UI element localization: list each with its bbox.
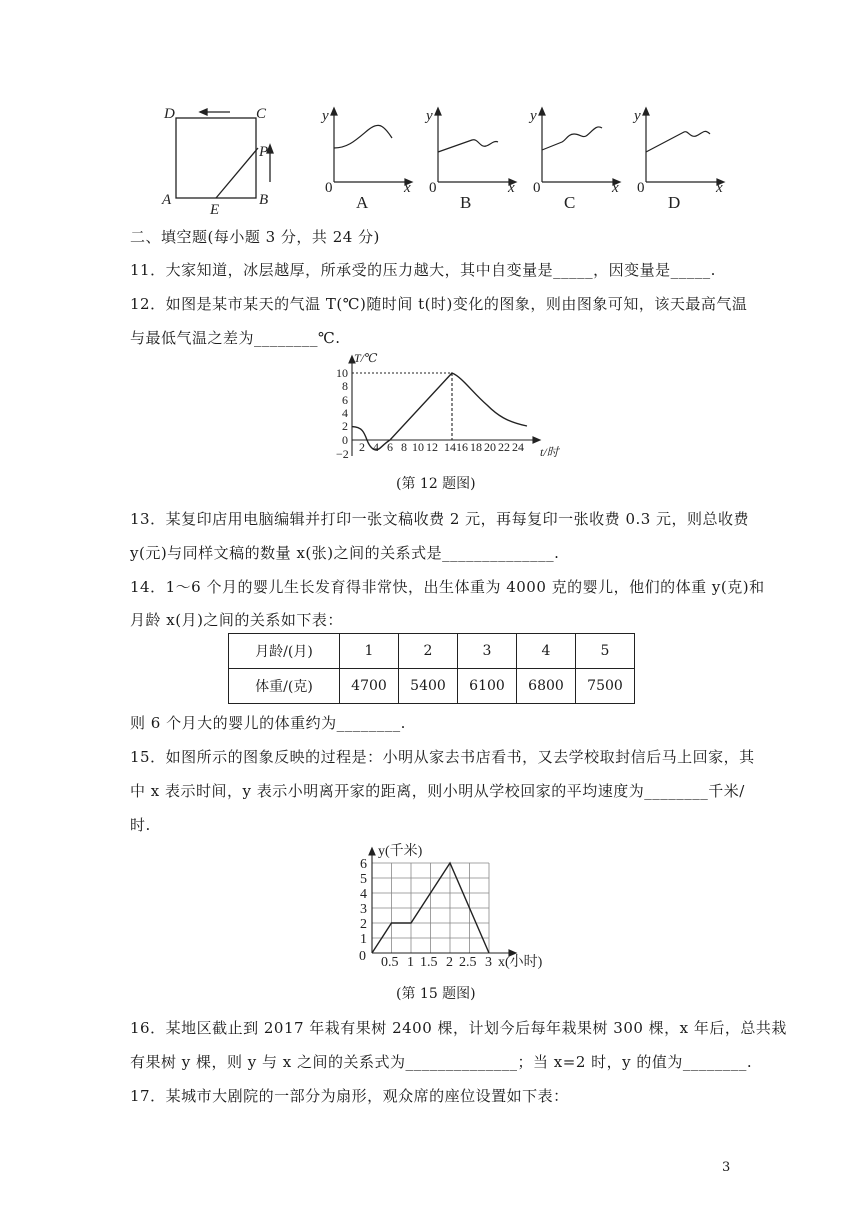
x-axis-label: t/时 bbox=[540, 445, 559, 459]
graphA-x: x bbox=[404, 180, 411, 196]
question-12-line1: 12．如图是某市某天的气温 T(℃)随时间 t(时)变化的图象，则由图象可知，该天最高气温 bbox=[130, 295, 748, 313]
question-16-line2: 有果树 y 棵，则 y 与 x 之间的关系式为______________；当 x=2 时，y 的值为________. bbox=[130, 1053, 753, 1071]
x-tick-2.5: 2.5 bbox=[459, 955, 477, 970]
graphB-origin: 0 bbox=[429, 180, 437, 196]
chart-15-caption: (第 15 题图) bbox=[396, 986, 476, 1002]
question-15-line3: 时. bbox=[130, 816, 151, 834]
x-tick-16: 16 bbox=[456, 440, 468, 454]
graphA-origin: 0 bbox=[325, 180, 333, 196]
y-tick-5: 5 bbox=[360, 872, 367, 887]
table-14 bbox=[228, 633, 635, 704]
arrow-left-head bbox=[200, 109, 207, 115]
option-graph-B bbox=[435, 108, 516, 185]
x-tick-10: 10 bbox=[412, 440, 424, 454]
table-cell: 4700 bbox=[340, 669, 399, 704]
graphC-x: x bbox=[612, 180, 619, 196]
x-tick-14: 14 bbox=[444, 440, 456, 454]
x-tick-8: 8 bbox=[401, 440, 407, 454]
graphD-y: y bbox=[634, 108, 641, 124]
label-D: D bbox=[164, 106, 175, 122]
table-cell: 2 bbox=[399, 634, 458, 669]
y-tick-8: 8 bbox=[342, 379, 348, 393]
question-12-line2: 与最低气温之差为________℃. bbox=[130, 329, 341, 347]
y-tick-neg2: −2 bbox=[336, 447, 349, 461]
y-tick-3: 3 bbox=[360, 902, 367, 917]
question-14-line1: 14．1～6 个月的婴儿生长发育得非常快，出生体重为 4000 克的婴儿，他们的体重 y(克)和 bbox=[130, 578, 765, 596]
label-P: P bbox=[259, 144, 269, 160]
graphB-x: x bbox=[508, 180, 515, 196]
y-axis-label: y(千米) bbox=[378, 844, 423, 859]
question-17: 17．某城市大剧院的一部分为扇形，观众席的座位设置如下表： bbox=[130, 1087, 569, 1105]
option-label-D: D bbox=[668, 193, 681, 212]
x-tick-4: 4 bbox=[373, 440, 379, 454]
graphB-y: y bbox=[426, 108, 433, 124]
x-tick-2: 2 bbox=[359, 440, 365, 454]
question-11: 11．大家知道，冰层越厚，所承受的压力越大，其中自变量是_____，因变量是_____. bbox=[130, 261, 716, 279]
table-cell: 6100 bbox=[458, 669, 517, 704]
y-tick-4: 4 bbox=[342, 406, 348, 420]
option-label-C: C bbox=[564, 193, 576, 212]
y-tick-2: 2 bbox=[342, 419, 348, 433]
label-C: C bbox=[256, 106, 267, 122]
x-tick-2: 2 bbox=[446, 955, 453, 970]
x-tick-20: 20 bbox=[484, 440, 496, 454]
graphA-y: y bbox=[322, 108, 329, 124]
table-cell: 5 bbox=[576, 634, 635, 669]
table-cell: 7500 bbox=[576, 669, 635, 704]
x-tick-18: 18 bbox=[470, 440, 482, 454]
chart-15 bbox=[352, 842, 562, 972]
graphD-origin: 0 bbox=[637, 180, 645, 196]
x-axis-label: x(小时) bbox=[498, 955, 543, 970]
option-graph-C bbox=[539, 108, 620, 185]
x-tick-1: 1 bbox=[407, 955, 414, 970]
section-title: 二、填空题(每小题 3 分，共 24 分) bbox=[130, 228, 380, 246]
chart-12-caption: (第 12 题图) bbox=[396, 476, 476, 492]
x-tick-22: 22 bbox=[498, 440, 510, 454]
x-tick-3: 3 bbox=[485, 955, 492, 970]
label-E: E bbox=[210, 202, 220, 215]
table-cell: 4 bbox=[517, 634, 576, 669]
x-tick-12: 12 bbox=[426, 440, 438, 454]
table-cell: 6800 bbox=[517, 669, 576, 704]
y-tick-2: 2 bbox=[360, 917, 367, 932]
x-tick-0.5: 0.5 bbox=[381, 955, 399, 970]
y-tick-4: 4 bbox=[360, 887, 367, 902]
question-14-line2: 月龄 x(月)之间的关系如下表： bbox=[130, 611, 343, 629]
question-15-line1: 15．如图所示的图象反映的过程是：小明从家去书店看书，又去学校取封信后马上回家，其 bbox=[130, 748, 755, 766]
question-16-line1: 16．某地区截止到 2017 年栽有果树 2400 棵，计划今后每年栽果树 300 棵，x 年后，总共栽 bbox=[130, 1019, 787, 1037]
table-cell: 月龄/(月) bbox=[229, 634, 340, 669]
graphD-x: x bbox=[716, 180, 723, 196]
table-cell: 3 bbox=[458, 634, 517, 669]
y-tick-6: 6 bbox=[360, 857, 367, 872]
table-cell: 5400 bbox=[399, 669, 458, 704]
graphC-origin: 0 bbox=[533, 180, 541, 196]
origin: 0 bbox=[342, 433, 348, 447]
top-figure bbox=[160, 100, 760, 215]
x-tick-1.5: 1.5 bbox=[420, 955, 438, 970]
page-number: 3 bbox=[722, 1160, 731, 1175]
origin: 0 bbox=[359, 949, 366, 964]
temperature-curve bbox=[352, 373, 527, 450]
table-row bbox=[229, 634, 635, 669]
y-tick-6: 6 bbox=[342, 393, 348, 407]
question-13-line2: y(元)与同样文稿的数量 x(张)之间的关系式是______________. bbox=[130, 544, 560, 562]
question-15-line2: 中 x 表示时间，y 表示小明离开家的距离，则小明从学校回家的平均速度为________千米/ bbox=[130, 782, 745, 800]
chart-12 bbox=[322, 350, 572, 465]
y-axis-label: T/℃ bbox=[354, 351, 378, 365]
y-tick-10: 10 bbox=[336, 366, 348, 380]
option-graph-A bbox=[331, 108, 412, 185]
table-row bbox=[229, 669, 635, 704]
graphC-y: y bbox=[530, 108, 537, 124]
table-cell: 体重/(克) bbox=[229, 669, 340, 704]
y-tick-1: 1 bbox=[360, 932, 367, 947]
question-14-line3: 则 6 个月大的婴儿的体重约为________. bbox=[130, 714, 406, 732]
label-B: B bbox=[259, 192, 269, 208]
option-graph-D bbox=[643, 108, 724, 185]
option-label-A: A bbox=[356, 193, 369, 212]
question-13-line1: 13．某复印店用电脑编辑并打印一张文稿收费 2 元，再每复印一张收费 0.3 元，则总收费 bbox=[130, 510, 750, 528]
x-tick-24: 24 bbox=[512, 440, 524, 454]
option-label-B: B bbox=[460, 193, 472, 212]
table-cell: 1 bbox=[340, 634, 399, 669]
label-A: A bbox=[162, 192, 172, 208]
x-tick-6: 6 bbox=[387, 440, 393, 454]
